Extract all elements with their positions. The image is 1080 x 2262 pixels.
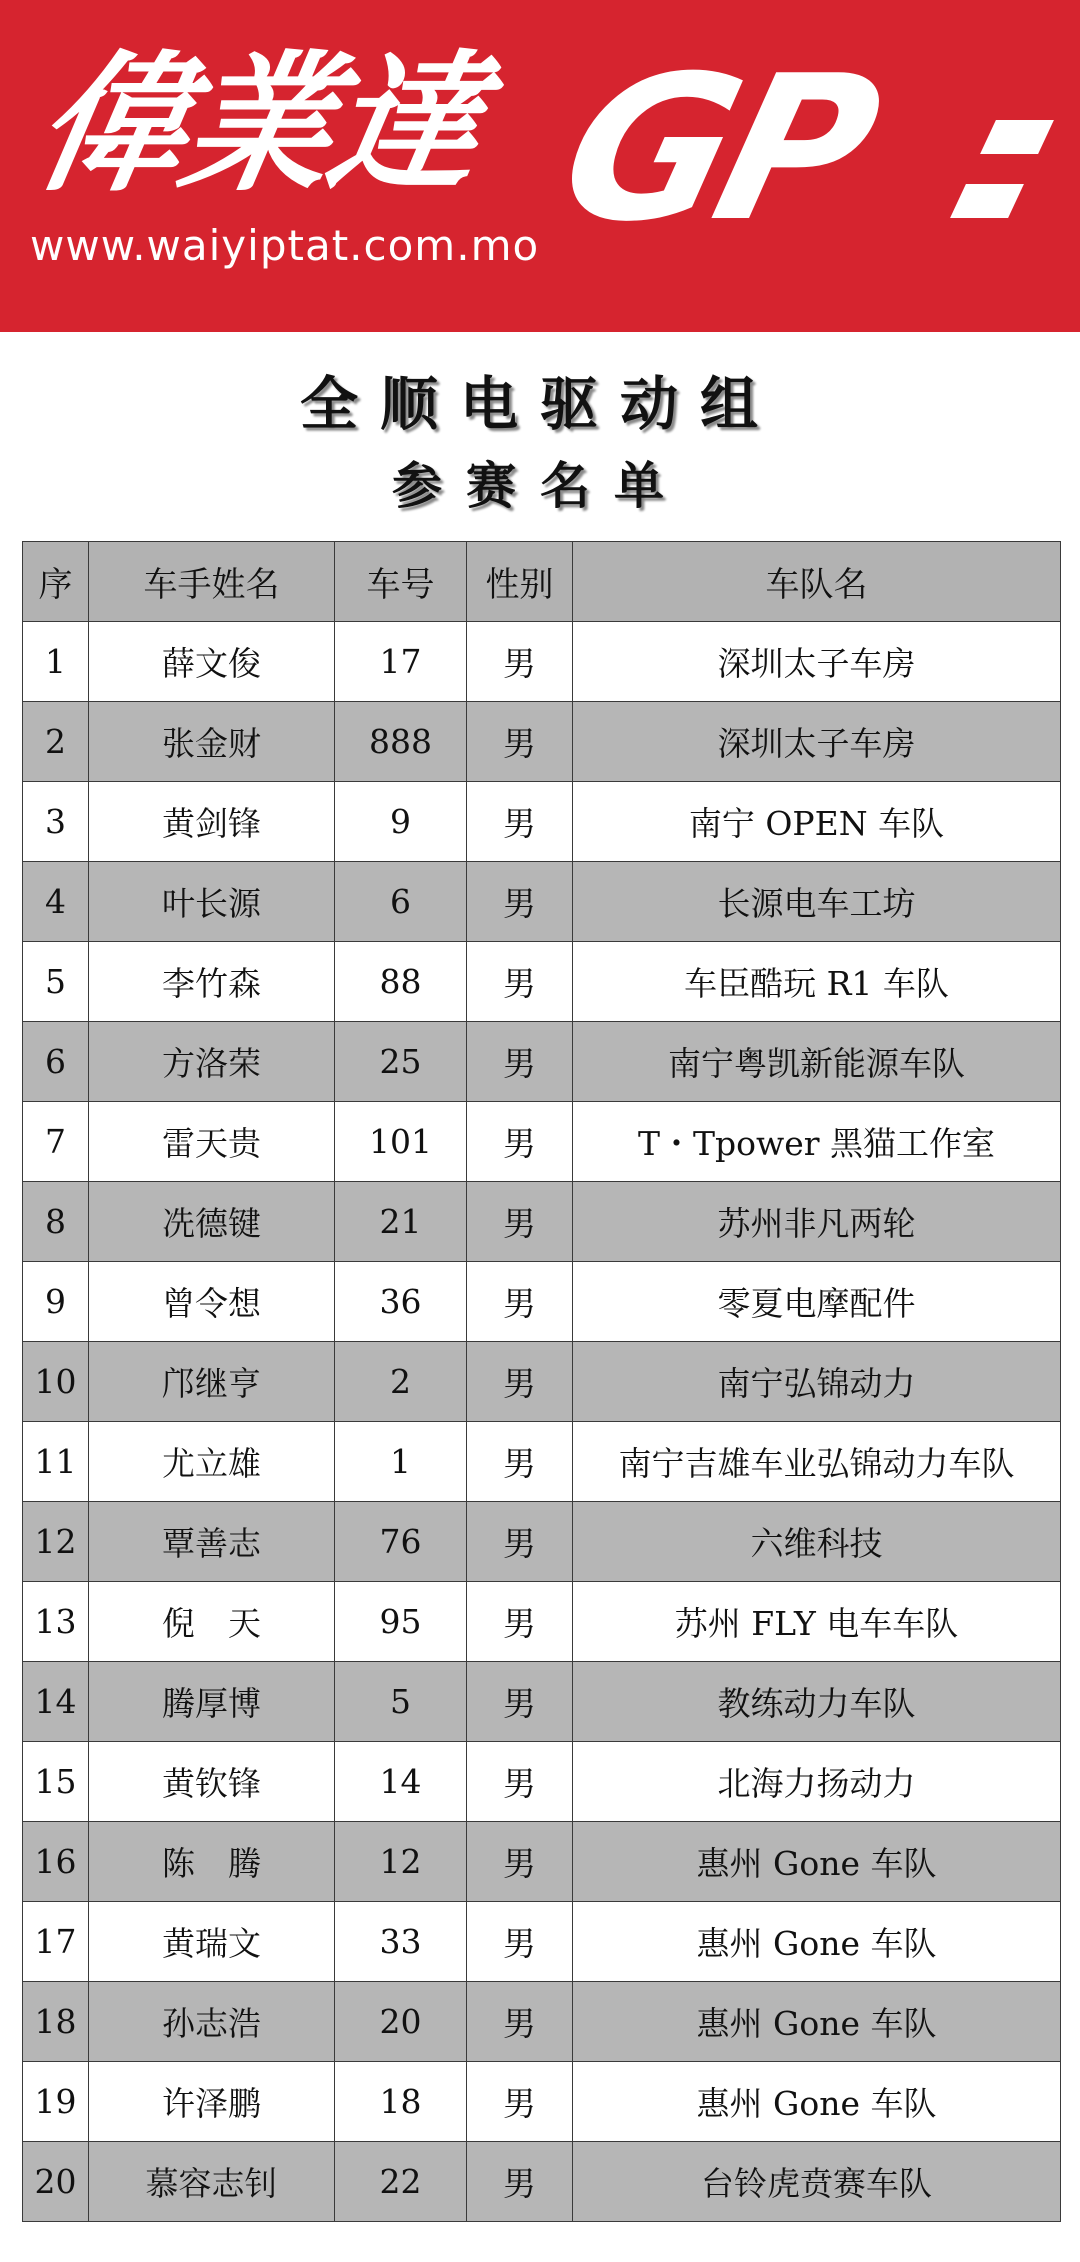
cell-no: 8	[23, 1182, 89, 1262]
cell-team-name: 惠州 Gone 车队	[573, 1822, 1061, 1902]
cell-no: 20	[23, 2142, 89, 2222]
cell-driver-name: 黄剑锋	[89, 782, 335, 862]
cell-driver-name: 黄瑞文	[89, 1902, 335, 1982]
cell-driver-name: 陈 腾	[89, 1822, 335, 1902]
cell-car-number: 20	[335, 1982, 467, 2062]
cell-car-number: 101	[335, 1102, 467, 1182]
table-row	[23, 1262, 1061, 1342]
cell-no: 17	[23, 1902, 89, 1982]
cell-team-name: 南宁 OPEN 车队	[573, 782, 1061, 862]
cell-no: 12	[23, 1502, 89, 1582]
cell-gender: 男	[467, 1422, 573, 1502]
cell-no: 18	[23, 1982, 89, 2062]
cell-team-name: T・Tpower 黑猫工作室	[573, 1102, 1061, 1182]
table-row	[23, 1502, 1061, 1582]
cell-car-number: 33	[335, 1902, 467, 1982]
title-block	[0, 332, 1080, 524]
table-row	[23, 1022, 1061, 1102]
cell-no: 6	[23, 1022, 89, 1102]
cell-team-name: 车臣酷玩 R1 车队	[573, 942, 1061, 1022]
cell-team-name: 六维科技	[573, 1502, 1061, 1582]
brand-logo-chinese: 偉業達	[22, 38, 492, 212]
cell-driver-name: 邝继亨	[89, 1342, 335, 1422]
cell-gender: 男	[467, 862, 573, 942]
table-row	[23, 702, 1061, 782]
cell-team-name: 苏州 FLY 电车车队	[573, 1582, 1061, 1662]
cell-driver-name: 慕容志钊	[89, 2142, 335, 2222]
logo-speed-marks-icon	[940, 120, 1050, 250]
table-row	[23, 1902, 1061, 1982]
cell-gender: 男	[467, 1582, 573, 1662]
cell-team-name: 长源电车工坊	[573, 862, 1061, 942]
cell-gender: 男	[467, 1342, 573, 1422]
cell-driver-name: 冼德键	[89, 1182, 335, 1262]
cell-no: 2	[23, 702, 89, 782]
cell-driver-name: 孙志浩	[89, 1982, 335, 2062]
cell-team-name: 南宁吉雄车业弘锦动力车队	[573, 1422, 1061, 1502]
cell-gender: 男	[467, 1262, 573, 1342]
header-name: 车手姓名	[89, 542, 335, 622]
table-row	[23, 1822, 1061, 1902]
cell-driver-name: 张金财	[89, 702, 335, 782]
cell-no: 16	[23, 1822, 89, 1902]
header-team: 车队名	[573, 542, 1061, 622]
cell-no: 4	[23, 862, 89, 942]
cell-car-number: 95	[335, 1582, 467, 1662]
cell-team-name: 台铃虎贲赛车队	[573, 2142, 1061, 2222]
table-row	[23, 942, 1061, 1022]
cell-gender: 男	[467, 942, 573, 1022]
cell-team-name: 教练动力车队	[573, 1662, 1061, 1742]
cell-team-name: 深圳太子车房	[573, 702, 1061, 782]
cell-car-number: 21	[335, 1182, 467, 1262]
table-row	[23, 2062, 1061, 2142]
cell-driver-name: 尤立雄	[89, 1422, 335, 1502]
cell-driver-name: 方洛荣	[89, 1022, 335, 1102]
cell-driver-name: 李竹森	[89, 942, 335, 1022]
cell-gender: 男	[467, 2062, 573, 2142]
cell-car-number: 88	[335, 942, 467, 1022]
table-row	[23, 1182, 1061, 1262]
table-row	[23, 2142, 1061, 2222]
cell-car-number: 25	[335, 1022, 467, 1102]
cell-no: 10	[23, 1342, 89, 1422]
cell-team-name: 零夏电摩配件	[573, 1262, 1061, 1342]
cell-car-number: 6	[335, 862, 467, 942]
cell-driver-name: 许泽鹏	[89, 2062, 335, 2142]
cell-no: 5	[23, 942, 89, 1022]
cell-car-number: 888	[335, 702, 467, 782]
cell-gender: 男	[467, 2142, 573, 2222]
table-header-row	[23, 542, 1061, 622]
header-no: 序	[23, 542, 89, 622]
cell-no: 14	[23, 1662, 89, 1742]
cell-gender: 男	[467, 1182, 573, 1262]
cell-no: 3	[23, 782, 89, 862]
cell-gender: 男	[467, 702, 573, 782]
cell-driver-name: 黄钦锋	[89, 1742, 335, 1822]
cell-team-name: 南宁粤凯新能源车队	[573, 1022, 1061, 1102]
cell-driver-name: 曾令想	[89, 1262, 335, 1342]
cell-driver-name: 叶长源	[89, 862, 335, 942]
header-gender: 性别	[467, 542, 573, 622]
roster-body	[23, 622, 1061, 2222]
table-row	[23, 1102, 1061, 1182]
cell-car-number: 14	[335, 1742, 467, 1822]
cell-no: 1	[23, 622, 89, 702]
brand-banner	[0, 0, 1080, 332]
cell-driver-name: 倪 天	[89, 1582, 335, 1662]
cell-driver-name: 腾厚博	[89, 1662, 335, 1742]
cell-car-number: 36	[335, 1262, 467, 1342]
cell-no: 9	[23, 1262, 89, 1342]
cell-car-number: 5	[335, 1662, 467, 1742]
cell-car-number: 17	[335, 622, 467, 702]
table-row	[23, 862, 1061, 942]
cell-team-name: 惠州 Gone 车队	[573, 1982, 1061, 2062]
cell-team-name: 苏州非凡两轮	[573, 1182, 1061, 1262]
cell-gender: 男	[467, 1982, 573, 2062]
cell-gender: 男	[467, 1822, 573, 1902]
brand-logo-gp: GP	[541, 33, 890, 266]
cell-team-name: 惠州 Gone 车队	[573, 1902, 1061, 1982]
cell-gender: 男	[467, 622, 573, 702]
roster-table	[22, 541, 1061, 2222]
cell-no: 19	[23, 2062, 89, 2142]
cell-no: 13	[23, 1582, 89, 1662]
page-subtitle: 参赛名单	[392, 456, 688, 515]
cell-driver-name: 覃善志	[89, 1502, 335, 1582]
cell-car-number: 22	[335, 2142, 467, 2222]
cell-gender: 男	[467, 1022, 573, 1102]
table-row	[23, 1422, 1061, 1502]
table-row	[23, 1982, 1061, 2062]
cell-team-name: 深圳太子车房	[573, 622, 1061, 702]
table-row	[23, 622, 1061, 702]
cell-team-name: 北海力扬动力	[573, 1742, 1061, 1822]
table-row	[23, 1342, 1061, 1422]
table-row	[23, 1662, 1061, 1742]
cell-no: 7	[23, 1102, 89, 1182]
cell-gender: 男	[467, 1102, 573, 1182]
cell-team-name: 南宁弘锦动力	[573, 1342, 1061, 1422]
cell-gender: 男	[467, 782, 573, 862]
cell-no: 11	[23, 1422, 89, 1502]
cell-car-number: 76	[335, 1502, 467, 1582]
table-row	[23, 782, 1061, 862]
cell-no: 15	[23, 1742, 89, 1822]
cell-car-number: 1	[335, 1422, 467, 1502]
cell-car-number: 18	[335, 2062, 467, 2142]
brand-url: www.waiyiptat.com.mo	[30, 221, 540, 270]
cell-car-number: 12	[335, 1822, 467, 1902]
cell-gender: 男	[467, 1742, 573, 1822]
cell-car-number: 2	[335, 1342, 467, 1422]
page-title: 全顺电驱动组	[299, 370, 780, 438]
header-number: 车号	[335, 542, 467, 622]
cell-gender: 男	[467, 1502, 573, 1582]
cell-gender: 男	[467, 1902, 573, 1982]
table-row	[23, 1582, 1061, 1662]
table-row	[23, 1742, 1061, 1822]
cell-driver-name: 雷天贵	[89, 1102, 335, 1182]
cell-driver-name: 薛文俊	[89, 622, 335, 702]
cell-car-number: 9	[335, 782, 467, 862]
cell-gender: 男	[467, 1662, 573, 1742]
cell-team-name: 惠州 Gone 车队	[573, 2062, 1061, 2142]
